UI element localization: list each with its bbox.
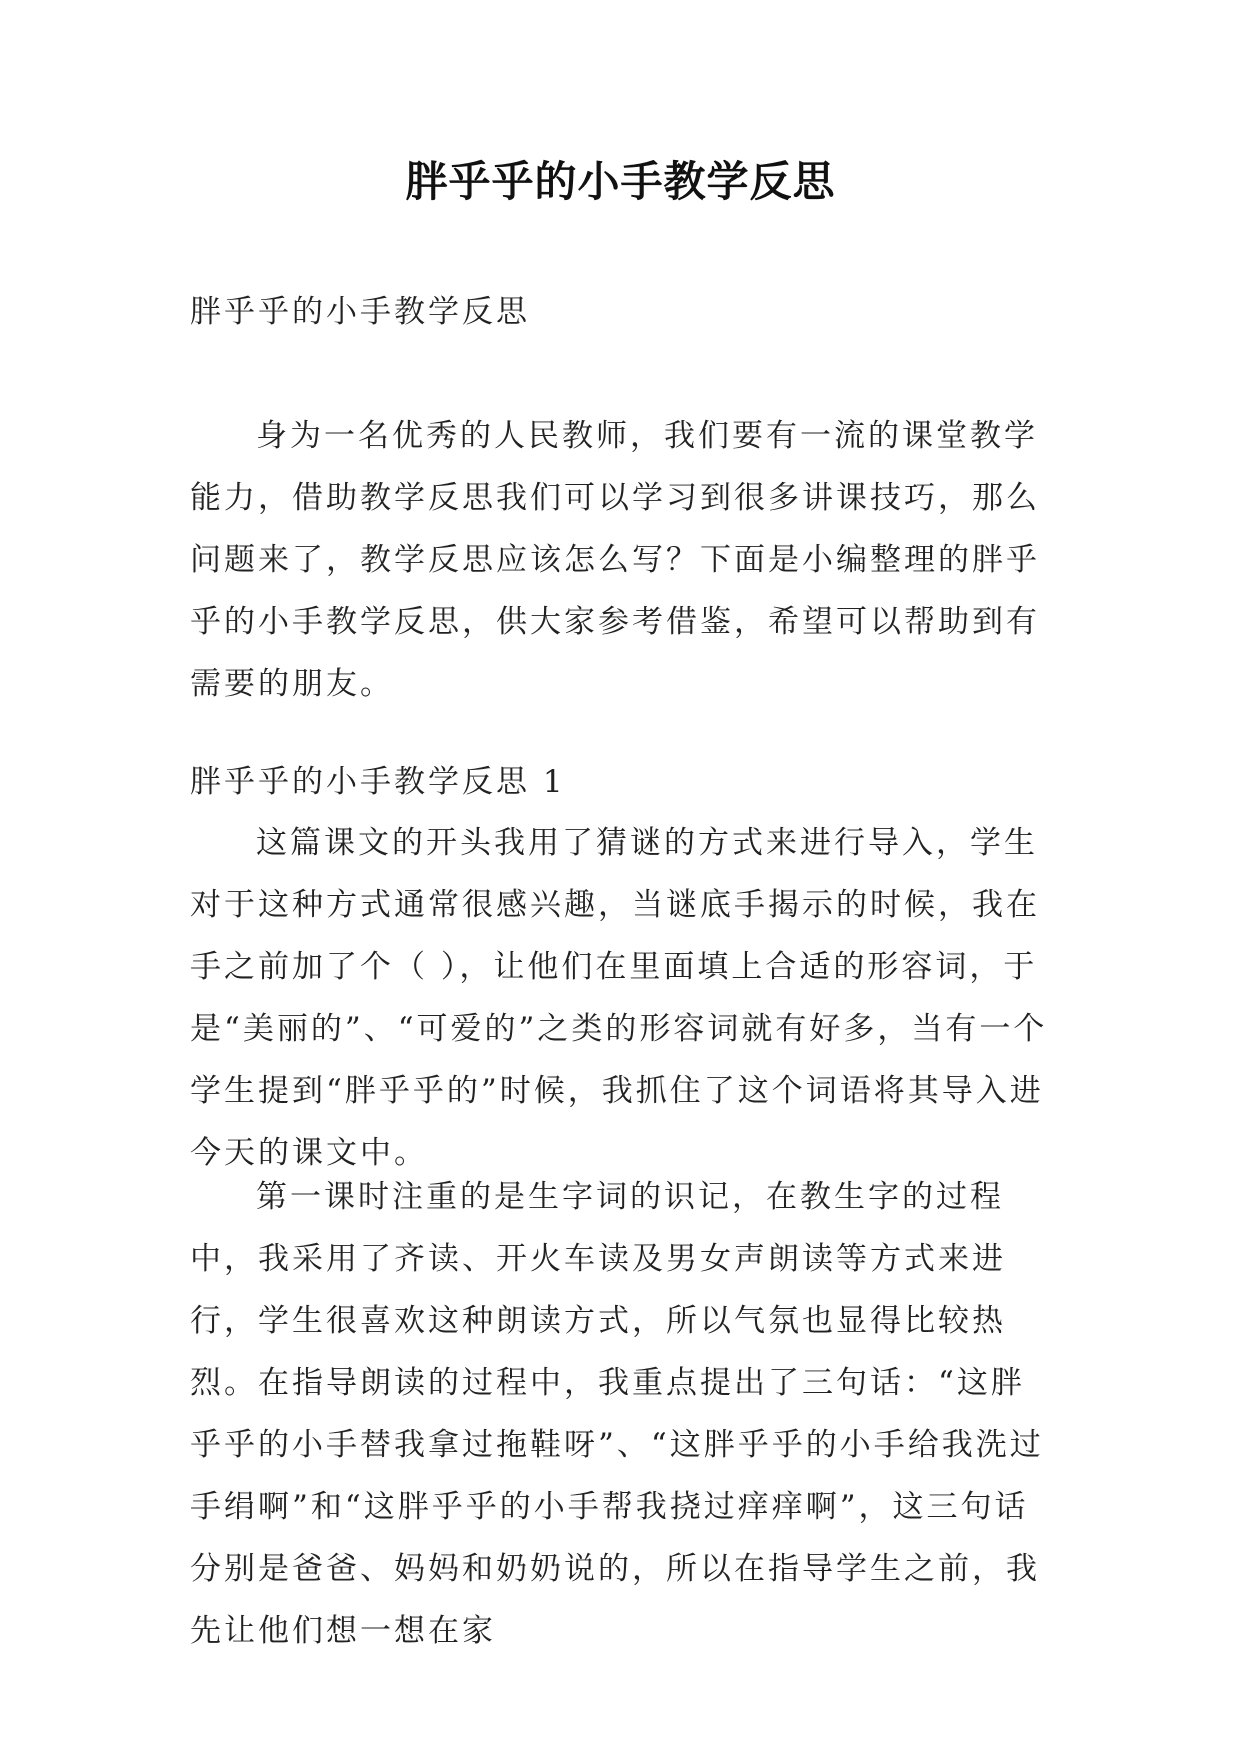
body-paragraph: 这篇课文的开头我用了猜谜的方式来进行导入，学生对于这种方式通常很感兴趣，当谜底手揭示的时候，我在手之前加了个（ ），让他们在里面填上合适的形容词，于是“美丽的”、“可爱的”之类的形容词就有好多，当有一个学生提到“胖乎乎的”时候，我抓住了这个词语将其导入进今天的课文中。 — [190, 825, 1048, 1171]
document-title: 胖乎乎的小手教学反思 — [405, 157, 836, 206]
intro-paragraph: 身为一名优秀的人民教师，我们要有一流的课堂教学能力，借助教学反思我们可以学习到很多讲课技巧，那么问题来了，教学反思应该怎么写？下面是小编整理的胖乎乎的小手教学反思，供大家参考借鉴，希望可以帮助到有需要的朋友。 — [190, 418, 1040, 702]
body-paragraph: 第一课时注重的是生字词的识记，在教生字的过程中，我采用了齐读、开火车读及男女声朗读等方式来进行，学生很喜欢这种朗读方式，所以气氛也显得比较热烈。在指导朗读的过程中，我重点提出了三句话：“这胖乎乎的小手替我拿过拖鞋呀”、“这胖乎乎的小手给我洗过手绢啊”和“这胖乎乎的小手帮我挠过痒痒啊”，这三句话分别是爸爸、妈妈和奶奶说的，所以在指导学生之前，我先让他们想一想在家 — [190, 1179, 1044, 1649]
section-heading: 胖乎乎的小手教学反思 1 — [190, 764, 566, 800]
document-subtitle: 胖乎乎的小手教学反思 — [190, 294, 530, 330]
